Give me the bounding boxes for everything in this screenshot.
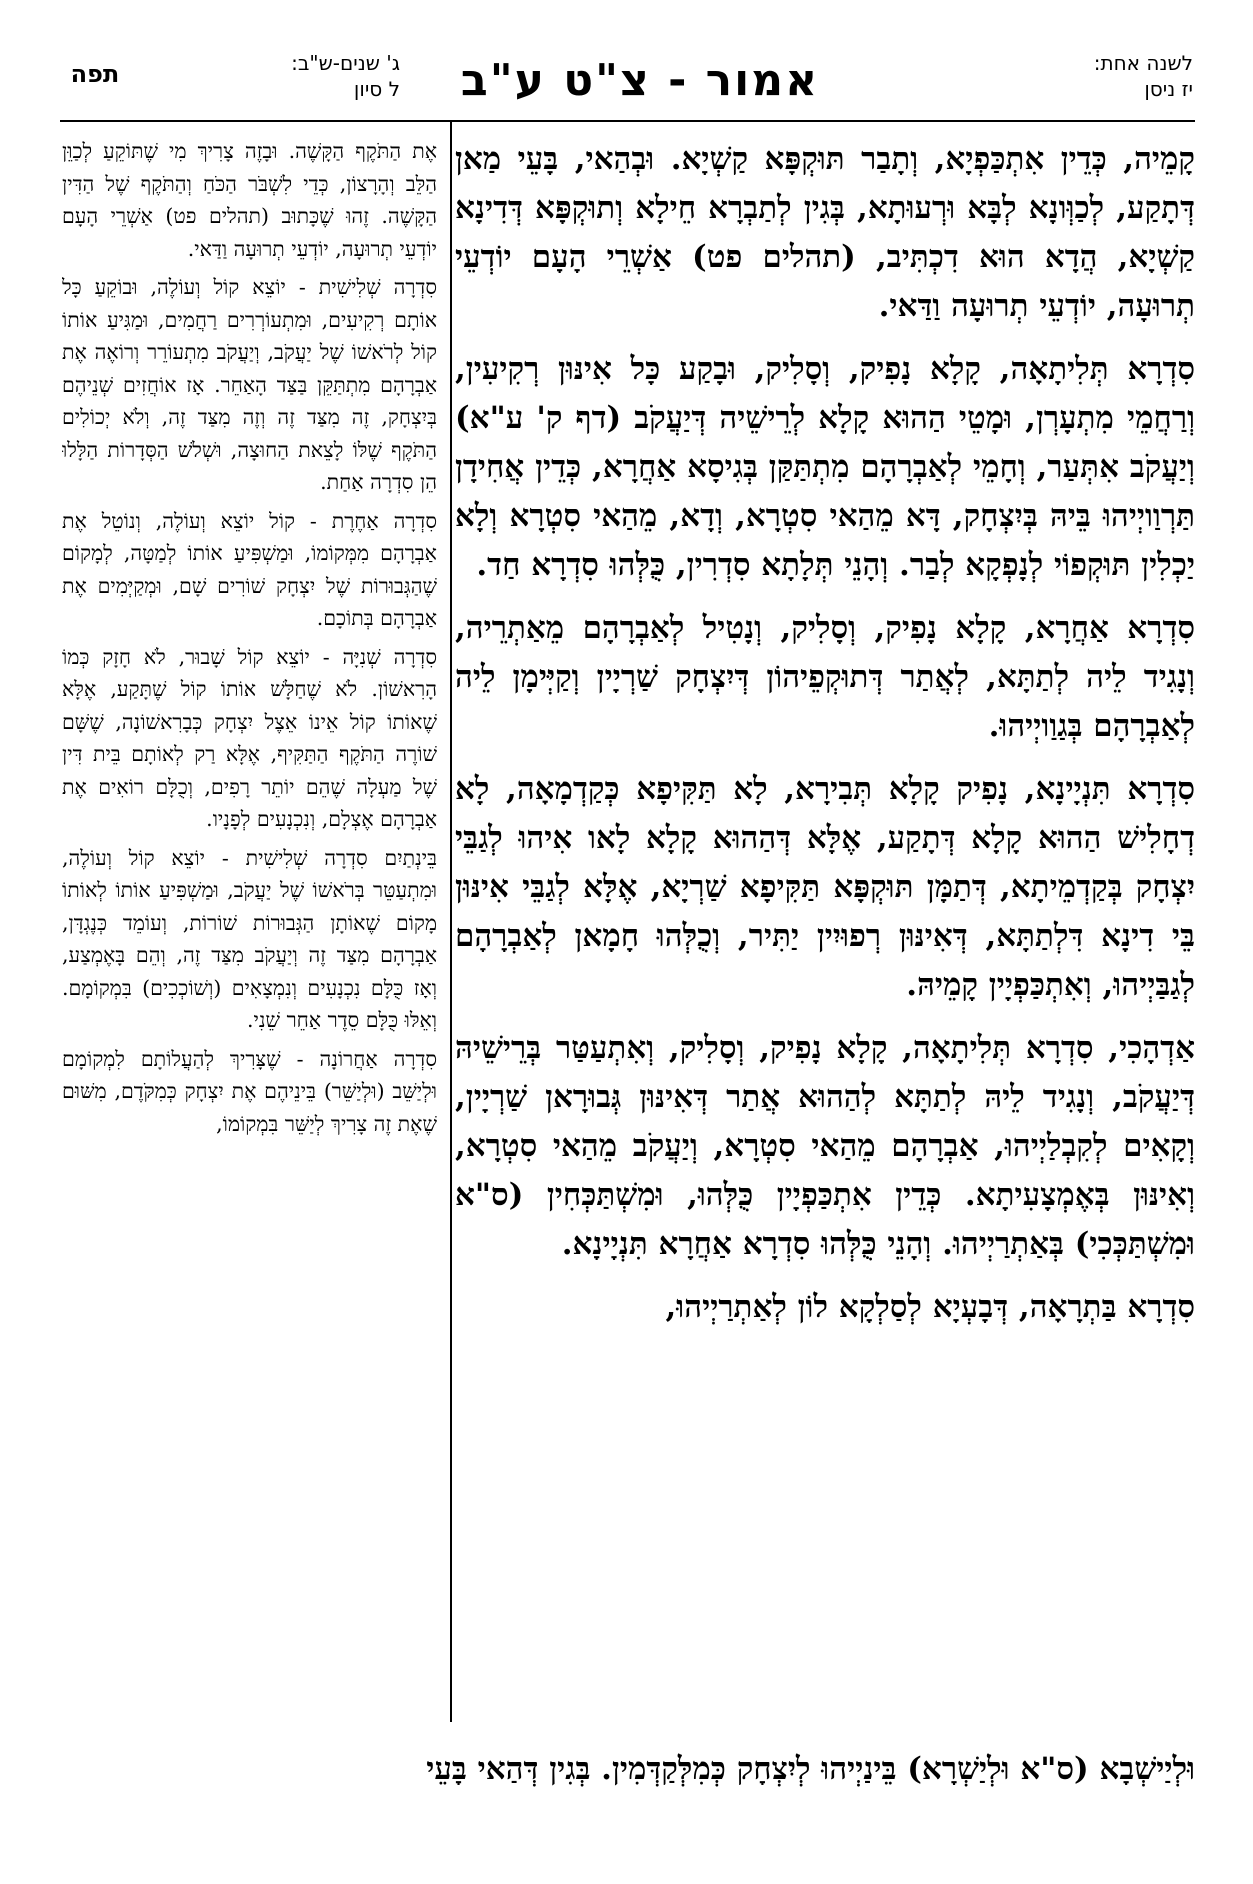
column-divider xyxy=(450,122,452,1722)
main-paragraph: סִדְרָא בַּתְרָאָה, דְּבָעְיָא לְסַלְקָא לוֹן לְאַתְרַיְיהוּ, xyxy=(665,1289,1195,1325)
side-paragraph: סִדְרָה שְׁלִישִׁית - יוֹצֵא קוֹל וְעוֹלֶה, וּבוֹקֵעַ כָּל אוֹתָם רְקִיעִים, וּמִתְעוֹרְרִים רַחֲמִים, וּמַגִּיעַ אוֹתוֹ קוֹל לְרֹאשׁוֹ שֶׁל יַעֲקֹב, וְיַעֲקֹב מִתְעוֹרֵר וְרוֹאֶה אֶת אַבְרָהָם מִתְתַּקֵּן בַּצַּד הָאַחֵר. אָז אוֹחֲזִים שְׁנֵיהֶם בְּיִצְחָק, זֶה מִצַּד זֶה וְזֶה מִצַּד זֶה, וְלֹא יְכוֹלִים הַתֹּקֶף שֶׁלּוֹ לָצֵאת הַחוּצָה, וּשְׁלֹשׁ הַסְּדָרוֹת הַלָּלוּ הֵן סִדְרָה אַחַת. xyxy=(62,275,437,494)
header-date-one-year: יז ניסן xyxy=(1144,77,1193,101)
main-column-aramaic xyxy=(455,135,1195,1725)
header-cycle-one-year: לשנה אחת: xyxy=(1093,51,1193,75)
main-paragraph: סִדְרָא תְּלִיתָאָה, קָלָא נָפִיק, וְסָלִיק, וּבָקַע כָּל אִינּוּן רְקִיעִין, וְרַחֲמֵי מִתְעָרְן, וּמָטֵי הַהוּא קָלָא לְרֵישֵׁיה דְּיַעֲקֹב (דף ק' ע"א) וְיַעֲקֹב אִתְּעַר, וְחָמֵי לְאַבְרָהָם מִתְתַּקַּן בְּגִיסָא אַחֲרָא, כְּדֵין אֲחִידָן תַּרְוַויְיהוּ בֵּיהּ בְּיִצְחָק, דָּא מֵהַאי סִטְרָא, וְדָא, מֵהַאי סִטְרָא וְלָא יַכְלִין תּוּקְפוֹי לְנָפְקָא לְבַר. וְהָנֵי תְּלָתָא סִדְרִין, כֻּלְּהוּ סִדְרָא חַד. xyxy=(455,351,1195,583)
header-right-meta xyxy=(933,50,1193,120)
header-cycle-three-years: ג' שנים-ש"ב: xyxy=(291,51,400,75)
side-paragraph: אֶת הַתֹּקֶף הַקָּשֶׁה. וּבָזֶה צָרִיךְ מִי שֶׁתּוֹקֵעַ לְכַוֵּן הַלֵּב וְהָרָצוֹן, כְּדֵי לִשְׁבֹּר הַכֹּחַ וְהַתֹּקֶף שֶׁל הַדִּין הַקָּשֶׁה. זֶהוּ שֶׁכָּתוּב (תהלים פט) אַשְׁרֵי הָעָם יוֹדְעֵי תְרוּעָה, יוֹדְעֵי תְרוּעָה וַדַּאי. xyxy=(62,139,437,261)
header-left-meta xyxy=(140,50,400,120)
main-paragraph: סִדְרָא אַחֲרָא, קָלָא נָפִיק, וְסָלִיק, וְנָטִיל לְאַבְרָהָם מֵאַתְרֵיה, וְנָגִיד לֵיה לְתַתָּא, לְאֲתַר דְּתוּקְפֵיהוֹן דְּיִצְחָק שַׁרְיָין וְקַיְּימָן לֵיה לְאַבְרָהָם בְּגַוַויְיהוּ. xyxy=(455,610,1195,744)
side-column-translation xyxy=(62,135,437,1735)
main-paragraph: קָמֵיה, כְּדֵין אִתְכַּפְיָא, וְתָבַר תּוּקְפָּא קַשְׁיָא. וּבְהַאי, בָּעֵי מַאן דְּתָקַע, לְכַוְּונָא לְבָּא וּרְעוּתָא, בְּגִין לְתַבְרָא חֵילָא וְתוּקְפָּא דְּדִינָא קַשְׁיָא, הֲדָא הוּא דִכְתִּיב, (תהלים פט) אַשְׁרֵי הָעָם יוֹדְעֵי תְרוּעָה, יוֹדְעֵי תְרוּעָה וַדַּאי. xyxy=(455,141,1195,324)
side-paragraph: בֵּינְתַיִם סִדְרָה שְׁלִישִׁית - יוֹצֵא קוֹל וְעוֹלֶה, וּמִתְעַטֵּר בְּרֹאשׁוֹ שֶׁל יַעֲקֹב, וּמַשְׁפִּיעַ אוֹתוֹ לְאוֹתוֹ מָקוֹם שֶׁאוֹתָן הַגְּבוּרוֹת שׁוֹרוֹת, וְעוֹמֵד כְּנֶגְדָּן, אַבְרָהָם מִצַּד זֶה וְיַעֲקֹב מִצַּד זֶה, וְהֵם בָּאֶמְצַע, וְאָז כֻּלָּם נִכְנָעִים וְנִמְצָאִים (וְשׁוֹכְכִים) בִּמְקוֹמָם. וְאֵלּוּ כֻּלָּם סֵדֶר אַחֵר שֵׁנִי. xyxy=(62,845,437,1032)
main-paragraph: סִדְרָא תִּנְיָינָא, נָפִיק קָלָא תְּבִירָא, לָא תַּקִּיפָא כְּקַדְמָאָה, לָא דְחָלִישׁ הַהוּא קָלָא דְּתָקַע, אֶלָּא דְּהַהוּא קָלָא לָאו אִיהוּ לְגַבֵּי יִצְחָק בְּקַדְמֵיתָא, דְּתַמָּן תּוּקְפָּא תַּקִּיפָא שַׁרְיָא, אֶלָּא לְגַבֵּי אִינּוּן בֵּי דִינָא דִּלְתַתָּא, דְּאִינּוּן רְפוּיִין יַתִּיר, וְכֻלְּהוּ חָמָאן לְאַבְרָהָם לְגַבַּיְיהוּ, וְאִתְכַּפְיָין קָמֵיהּ. xyxy=(455,771,1195,1003)
header-rule xyxy=(60,120,1195,122)
main-paragraph: אַדְהָכִי, סִדְרָא תְּלִיתָאָה, קָלָא נָפִיק, וְסָלִיק, וְאִתְעַטַּר בְּרֵישֵׁיהּ דְּיַעֲקֹב, וְנָגִיד לֵיהּ לְתַתָּא לְהַהוּא אֲתַר דְּאִינּוּן גְּבוּרָאן שַׁרְיָין, וְקָאִים לְקִבְלַיְיהוּ, אַבְרָהָם מֵהַאי סִטְרָא, וְיַעֲקֹב מֵהַאי סִטְרָא, וְאִינּוּן בְּאֶמְצָעִיתָא. כְּדֵין אִתְכַּפְיָין כֻּלְּהוּ, וּמִשְׁתַּכְּחִין (ס"א וּמִשְׁתַּכְּכִי) בְּאַתְרַיְיהוּ. וְהָנֵי כֻּלְּהוּ סִדְרָא אַחֲרָא תִּנְיָינָא. xyxy=(455,1030,1195,1262)
side-paragraph: סִדְרָה אַחֶרֶת - קוֹל יוֹצֵא וְעוֹלֶה, וְנוֹטֵל אֶת אַבְרָהָם מִמְּקוֹמוֹ, וּמַשְׁפִּיעַ אוֹתוֹ לְמַטָּה, לְמָקוֹם שֶׁהַגְּבוּרוֹת שֶׁל יִצְחָק שׁוֹרִים שָׁם, וּמְקַיְּמִים אֶת אַבְרָהָם בְּתוֹכָם. xyxy=(62,508,437,630)
header-date-three-years: ל סיון xyxy=(353,77,400,101)
side-paragraph: סִדְרָה שְׁנִיָּה - יוֹצֵא קוֹל שָׁבוּר, לֹא חָזָק כְּמוֹ הָרִאשׁוֹן. לֹא שֶׁחַלָּשׁ אוֹתוֹ קוֹל שֶׁתָּקַע, אֶלָּא שֶׁאוֹתוֹ קוֹל אֵינוֹ אֵצֶל יִצְחָק כְּבָרִאשׁוֹנָה, שֶׁשָּׁם שׁוֹרֶה הַתֹּקֶף הַתַּקִּיף, אֶלָּא רַק לְאוֹתָם בֵּית דִּין שֶׁל מַעְלָה שֶׁהֵם יוֹתֵר רָפִים, וְכֻלָּם רוֹאִים אֶת אַבְרָהָם אֶצְלָם, וְנִכְנָעִים לְפָנָיו. xyxy=(62,644,437,831)
page-title: אמור - צ"ט ע"ב xyxy=(460,55,820,106)
header-title-block xyxy=(430,55,850,125)
side-paragraph: סִדְרָה אַחֲרוֹנָה - שֶׁצָּרִיךְ לְהַעֲלוֹתָם לִמְקוֹמָם וּלְיַשֵּׁב (וּלְיַשֵּׁר) בֵּינֵיהֶם אֶת יִצְחָק כְּמִקֹּדֶם, מִשּׁוּם שֶׁאֶת זֶה צָרִיךְ לְיַשֵּׁר בִּמְקוֹמוֹ, xyxy=(62,1046,437,1136)
bottom-full-width-line: וּלְיַישְׁבָא (ס"א וּלְיַשְׁרָא) בֵּינַיְיהוּ לְיִצְחָק כְּמִלְּקַדְּמִין. בְּגִין דְּהַאי בָּעֵי xyxy=(426,1751,1195,1787)
page-number: תפה xyxy=(70,60,120,88)
